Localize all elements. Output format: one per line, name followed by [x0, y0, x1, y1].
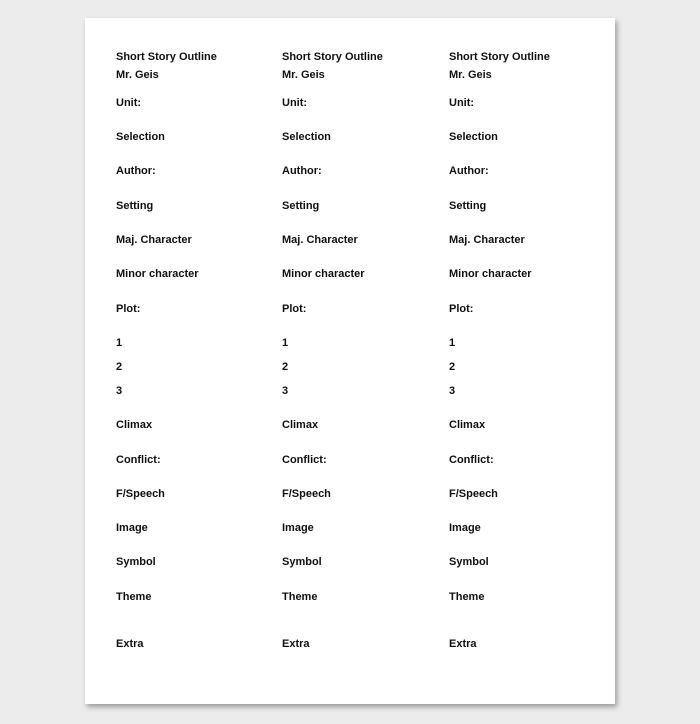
plot-point-1: 1 [116, 337, 123, 349]
field-image: Image [116, 522, 148, 534]
field-climax: Climax [449, 419, 486, 431]
outline-title: Short Story Outline [116, 51, 217, 63]
field-setting: Setting [282, 200, 320, 212]
field-author: Author: [116, 165, 156, 177]
plot-point-2: 2 [449, 361, 456, 373]
field-plot: Plot: [116, 303, 141, 315]
field-symbol: Symbol [449, 556, 489, 568]
field-climax: Climax [282, 419, 319, 431]
field-setting: Setting [449, 200, 487, 212]
field-major-character: Maj. Character [282, 234, 358, 246]
field-theme: Theme [449, 591, 485, 603]
field-author: Author: [282, 165, 322, 177]
field-symbol: Symbol [116, 556, 156, 568]
field-selection: Selection [116, 131, 165, 143]
field-unit: Unit: [116, 97, 142, 109]
field-plot: Plot: [282, 303, 307, 315]
field-conflict: Conflict: [116, 454, 161, 466]
plot-point-2: 2 [282, 361, 289, 373]
field-minor-character: Minor character [116, 268, 199, 280]
field-symbol: Symbol [282, 556, 322, 568]
field-conflict: Conflict: [449, 454, 494, 466]
field-selection: Selection [449, 131, 498, 143]
field-minor-character: Minor character [282, 268, 365, 280]
outline-title: Short Story Outline [282, 51, 383, 63]
field-selection: Selection [282, 131, 331, 143]
field-extra: Extra [449, 638, 477, 650]
field-unit: Unit: [282, 97, 308, 109]
field-minor-character: Minor character [449, 268, 532, 280]
document-page [85, 18, 615, 704]
outline-title: Short Story Outline [449, 51, 550, 63]
plot-point-3: 3 [116, 385, 123, 397]
plot-point-3: 3 [282, 385, 289, 397]
field-plot: Plot: [449, 303, 474, 315]
field-figurative-speech: F/Speech [449, 488, 498, 500]
field-theme: Theme [282, 591, 318, 603]
teacher-name: Mr. Geis [449, 69, 492, 81]
teacher-name: Mr. Geis [116, 69, 159, 81]
field-figurative-speech: F/Speech [116, 488, 165, 500]
field-extra: Extra [282, 638, 310, 650]
field-climax: Climax [116, 419, 153, 431]
plot-point-3: 3 [449, 385, 456, 397]
plot-point-1: 1 [449, 337, 456, 349]
field-extra: Extra [116, 638, 144, 650]
field-unit: Unit: [449, 97, 475, 109]
field-theme: Theme [116, 591, 152, 603]
field-image: Image [449, 522, 481, 534]
plot-point-2: 2 [116, 361, 123, 373]
teacher-name: Mr. Geis [282, 69, 325, 81]
field-image: Image [282, 522, 314, 534]
field-major-character: Maj. Character [449, 234, 525, 246]
field-figurative-speech: F/Speech [282, 488, 331, 500]
field-conflict: Conflict: [282, 454, 327, 466]
field-major-character: Maj. Character [116, 234, 192, 246]
field-author: Author: [449, 165, 489, 177]
plot-point-1: 1 [282, 337, 289, 349]
field-setting: Setting [116, 200, 154, 212]
